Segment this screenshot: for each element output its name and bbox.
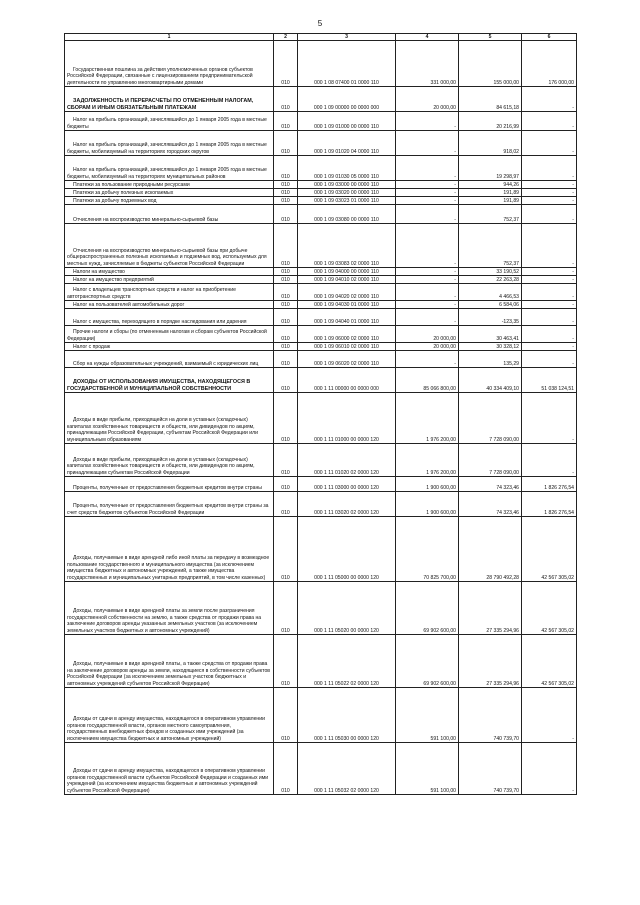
row-approved-value-cell: - [396,268,459,276]
row-line-code-cell: 010 [274,268,298,276]
row-classification-code-cell: 000 1 11 01000 00 0000 120 [298,393,396,444]
row-classification-code-cell: 000 1 09 03080 00 0000 110 [298,205,396,224]
row-unexecuted-value-cell: 42 567 305,02 [522,517,577,582]
table-row [65,276,577,284]
table-row [65,517,577,582]
row-classification-code-cell: 000 1 11 01020 02 0000 120 [298,444,396,477]
row-classification-code-cell: 000 1 09 04020 02 0000 110 [298,284,396,301]
row-name-cell: Сбор на нужды образовательных учреждений, взимаемый с юридических лиц [65,351,274,368]
row-name-cell: Доходы в виде прибыли, приходящейся на доли в уставных (складочных) капиталах хозяйственных товариществ и обществ, или дивидендов по акциям, принадлежащим субъектам Российской Федерации [65,444,274,477]
row-name-cell: Налог на прибыль организаций, зачислявшийся до 1 января 2005 года в местные бюджеты, мобилизуемый на территориях городских округов [65,131,274,156]
row-executed-value-cell: 20 216,99 [459,112,522,131]
row-approved-value-cell: - [396,301,459,309]
row-approved-value-cell: 591 100,00 [396,688,459,743]
row-name-cell: Доходы, получаемые в виде арендной либо иной платы за передачу в возмездное пользование государственного и муниципального имущества (за исключением имущества бюджетных и автономных учреждений, а также имущества государственных и муниципальных унитарных предприятий, в том числе казенных) [65,517,274,582]
row-executed-value-cell: 28 790 492,28 [459,517,522,582]
row-classification-code-cell: 000 1 11 05022 02 0000 120 [298,635,396,688]
row-unexecuted-value-cell: - [522,343,577,351]
header-col-2: 2 [274,34,298,41]
row-line-code-cell: 010 [274,284,298,301]
row-approved-value-cell: - [396,189,459,197]
row-executed-value-cell: 74 323,46 [459,477,522,492]
row-approved-value-cell: 85 066 800,00 [396,368,459,393]
table-row [65,393,577,444]
row-classification-code-cell: 000 1 11 05020 00 0000 120 [298,582,396,635]
row-unexecuted-value-cell: - [522,743,577,795]
row-line-code-cell: 010 [274,688,298,743]
row-classification-code-cell: 000 1 09 04000 00 0000 110 [298,268,396,276]
table-row [65,181,577,189]
row-executed-value-cell: 74 323,46 [459,492,522,517]
row-classification-code-cell: 000 1 09 01000 00 0000 110 [298,112,396,131]
row-classification-code-cell: 000 1 08 07400 01 0000 110 [298,41,396,87]
row-executed-value-cell: 30 463,41 [459,326,522,343]
row-executed-value-cell: -123,35 [459,309,522,326]
row-executed-value-cell: 22 263,28 [459,276,522,284]
row-name-cell: Налог с продаж [65,343,274,351]
row-line-code-cell: 010 [274,309,298,326]
row-line-code-cell: 010 [274,582,298,635]
row-approved-value-cell: 20 000,00 [396,343,459,351]
row-unexecuted-value-cell: - [522,688,577,743]
row-classification-code-cell: 000 1 09 06000 02 0000 110 [298,326,396,343]
table-row [65,41,577,87]
table-row [65,309,577,326]
row-executed-value-cell: 84 615,18 [459,87,522,112]
row-name-cell: Проценты, полученные от предоставления бюджетных кредитов внутри страны за счет средств бюджетов субъектов Российской Федерации [65,492,274,517]
row-classification-code-cell: 000 1 11 05030 00 0000 120 [298,688,396,743]
row-unexecuted-value-cell: - [522,112,577,131]
row-classification-code-cell: 000 1 09 04030 01 0000 110 [298,301,396,309]
row-name-cell: ЗАДОЛЖЕННОСТЬ И ПЕРЕРАСЧЕТЫ ПО ОТМЕНЕННЫМ НАЛОГАМ, СБОРАМ И ИНЫМ ОБЯЗАТЕЛЬНЫМ ПЛАТЕЖАМ [65,87,274,112]
row-unexecuted-value-cell: - [522,301,577,309]
row-approved-value-cell: 69 902 600,00 [396,582,459,635]
row-executed-value-cell: 752,37 [459,224,522,268]
row-executed-value-cell: 7 728 090,00 [459,444,522,477]
row-name-cell: Доходы в виде прибыли, приходящейся на доли в уставных (складочных) капиталах хозяйственных товариществ и обществ, или дивидендов по акциям, принадлежащим Российской Федерации, субъектам Российской Федерации или муниципальным образованиям [65,393,274,444]
row-approved-value-cell: - [396,112,459,131]
row-line-code-cell: 010 [274,87,298,112]
row-name-cell: Налог на прибыль организаций, зачислявшийся до 1 января 2005 года в местные бюджеты [65,112,274,131]
row-classification-code-cell: 000 1 09 03083 02 0000 110 [298,224,396,268]
row-unexecuted-value-cell: - [522,205,577,224]
row-classification-code-cell: 000 1 09 03023 01 0000 110 [298,197,396,205]
row-unexecuted-value-cell: - [522,156,577,181]
row-unexecuted-value-cell: 1 826 276,54 [522,477,577,492]
row-line-code-cell: 010 [274,635,298,688]
row-classification-code-cell: 000 1 09 06020 02 0000 110 [298,351,396,368]
table-row [65,268,577,276]
header-col-4: 4 [396,34,459,41]
row-unexecuted-value-cell: - [522,309,577,326]
row-executed-value-cell: 740 739,70 [459,743,522,795]
table-row [65,368,577,393]
table-body [65,41,577,795]
table-row [65,343,577,351]
row-approved-value-cell: 1 900 600,00 [396,477,459,492]
row-classification-code-cell: 000 1 11 05032 02 0000 120 [298,743,396,795]
row-line-code-cell: 010 [274,301,298,309]
table-row [65,156,577,181]
row-approved-value-cell: - [396,156,459,181]
row-unexecuted-value-cell: - [522,181,577,189]
row-line-code-cell: 010 [274,131,298,156]
row-line-code-cell: 010 [274,393,298,444]
row-approved-value-cell: 591 100,00 [396,743,459,795]
row-name-cell: Платежи за добычу подземных вод [65,197,274,205]
row-name-cell: Доходы от сдачи в аренду имущества, находящегося в оперативном управлении органов государственной власти, органов местного самоуправления, государственных внебюджетных фондов и созданных ими учреждений (за исключением имущества бюджетных и автономных учреждений) [65,688,274,743]
table-row [65,224,577,268]
row-unexecuted-value-cell: - [522,224,577,268]
row-approved-value-cell: - [396,205,459,224]
row-classification-code-cell: 000 1 09 06010 02 0000 110 [298,343,396,351]
row-executed-value-cell: 135,29 [459,351,522,368]
row-unexecuted-value-cell: - [522,351,577,368]
row-name-cell: Налоги на имущество [65,268,274,276]
row-approved-value-cell: - [396,276,459,284]
row-line-code-cell: 010 [274,197,298,205]
row-classification-code-cell: 000 1 09 04010 02 0000 110 [298,276,396,284]
row-approved-value-cell: 20 000,00 [396,87,459,112]
row-line-code-cell: 010 [274,41,298,87]
row-name-cell: Доходы, получаемые в виде арендной платы, а также средства от продажи права на заключение договоров аренды за земли, находящиеся в собственности субъектов Российской Федерации (за исключением земельных участков бюджетных и автономных учреждений субъектов Российской Федерации) [65,635,274,688]
row-classification-code-cell: 000 1 09 00000 00 0000 000 [298,87,396,112]
row-line-code-cell: 010 [274,743,298,795]
row-line-code-cell: 010 [274,189,298,197]
table-row [65,492,577,517]
table-row [65,582,577,635]
row-unexecuted-value-cell: 42 567 305,02 [522,582,577,635]
row-name-cell: Доходы от сдачи в аренду имущества, находящегося в оперативном управлении органов государственной власти субъектов Российской Федерации и созданных ими учреждений (за исключением имущества бюджетных и автономных учреждений субъектов Российской Федерации) [65,743,274,795]
row-approved-value-cell: - [396,181,459,189]
row-name-cell: Налог на прибыль организаций, зачислявшийся до 1 января 2005 года в местные бюджеты, мобилизуемый на территориях муниципальных районов [65,156,274,181]
row-name-cell: Доходы, получаемые в виде арендной платы за земли после разграничения государственной собственности на землю, а также средства от продажи права на заключение договоров аренды указанных земельных участков (за исключением земельных участков бюджетных и автономных учреждений) [65,582,274,635]
table-row [65,205,577,224]
table-row [65,351,577,368]
row-name-cell: Налог на имущество предприятий [65,276,274,284]
row-executed-value-cell: 918,02 [459,131,522,156]
table-row [65,189,577,197]
row-unexecuted-value-cell: - [522,189,577,197]
row-executed-value-cell: 752,37 [459,205,522,224]
table-row [65,284,577,301]
row-approved-value-cell: - [396,351,459,368]
row-unexecuted-value-cell: 51 038 124,51 [522,368,577,393]
row-line-code-cell: 010 [274,343,298,351]
row-line-code-cell: 010 [274,156,298,181]
row-executed-value-cell: 40 334 409,10 [459,368,522,393]
row-unexecuted-value-cell: 42 567 305,02 [522,635,577,688]
row-name-cell: Проценты, полученные от предоставления бюджетных кредитов внутри страны [65,477,274,492]
row-name-cell: Отчисления на воспроизводство минерально-сырьевой базы при добыче общераспространенных полезных ископаемых и подземных вод, используемых для местных нужд, зачисляемые в бюджеты субъектов Российской Федерации [65,224,274,268]
row-name-cell: Платежи за пользование природными ресурсами [65,181,274,189]
header-row [65,34,577,41]
row-unexecuted-value-cell: - [522,284,577,301]
row-line-code-cell: 010 [274,492,298,517]
table-row [65,301,577,309]
row-unexecuted-value-cell: - [522,131,577,156]
row-classification-code-cell: 000 1 11 05000 00 0000 120 [298,517,396,582]
row-line-code-cell: 010 [274,368,298,393]
row-unexecuted-value-cell: - [522,268,577,276]
row-executed-value-cell: 7 728 090,00 [459,393,522,444]
page-number: 5 [317,19,323,28]
row-executed-value-cell: 740 739,70 [459,688,522,743]
row-name-cell: Платежи за добычу полезных ископаемых [65,189,274,197]
row-line-code-cell: 010 [274,276,298,284]
table-row [65,326,577,343]
row-line-code-cell: 010 [274,205,298,224]
row-approved-value-cell: 20 000,00 [396,326,459,343]
row-line-code-cell: 010 [274,477,298,492]
row-approved-value-cell: 1 900 600,00 [396,492,459,517]
row-approved-value-cell: 331 000,00 [396,41,459,87]
row-unexecuted-value-cell: - [522,276,577,284]
row-name-cell: Налог с имущества, переходящего в порядке наследования или дарения [65,309,274,326]
table-row [65,131,577,156]
row-executed-value-cell: 27 335 294,96 [459,582,522,635]
row-unexecuted-value-cell: - [522,393,577,444]
table-row [65,635,577,688]
revenue-report-table [64,33,577,795]
row-approved-value-cell: 69 902 600,00 [396,635,459,688]
row-unexecuted-value-cell: 176 000,00 [522,41,577,87]
row-name-cell: Государственная пошлина за действия уполномоченных органов субъектов Российской Федерации, связанные с лицензированием предпринимательской деятельности по управлению многоквартирными домами [65,41,274,87]
row-executed-value-cell: 191,89 [459,189,522,197]
row-line-code-cell: 010 [274,444,298,477]
row-line-code-cell: 010 [274,112,298,131]
row-line-code-cell: 010 [274,181,298,189]
row-classification-code-cell: 000 1 11 00000 00 0000 000 [298,368,396,393]
row-classification-code-cell: 000 1 09 03000 00 0000 110 [298,181,396,189]
row-unexecuted-value-cell: - [522,197,577,205]
row-executed-value-cell: 27 335 294,96 [459,635,522,688]
row-executed-value-cell: 6 584,06 [459,301,522,309]
row-line-code-cell: 010 [274,517,298,582]
row-classification-code-cell: 000 1 09 03020 00 0000 110 [298,189,396,197]
row-name-cell: Отчисления на воспроизводство минерально-сырьевой базы [65,205,274,224]
row-classification-code-cell: 000 1 09 01020 04 0000 110 [298,131,396,156]
row-approved-value-cell: 1 976 200,00 [396,444,459,477]
table-row [65,477,577,492]
row-classification-code-cell: 000 1 09 01030 05 0000 110 [298,156,396,181]
row-name-cell: Налог на пользователей автомобильных дорог [65,301,274,309]
header-col-3: 3 [298,34,396,41]
table-row [65,444,577,477]
row-name-cell: ДОХОДЫ ОТ ИСПОЛЬЗОВАНИЯ ИМУЩЕСТВА, НАХОДЯЩЕГОСЯ В ГОСУДАРСТВЕННОЙ И МУНИЦИПАЛЬНОЙ СОБСТВЕННОСТИ [65,368,274,393]
header-col-1: 1 [65,34,274,41]
header-col-5: 5 [459,34,522,41]
row-unexecuted-value-cell: 1 826 276,54 [522,492,577,517]
row-approved-value-cell: 70 825 700,00 [396,517,459,582]
row-executed-value-cell: 4 466,53 [459,284,522,301]
row-line-code-cell: 010 [274,351,298,368]
row-unexecuted-value-cell: - [522,444,577,477]
row-approved-value-cell: - [396,284,459,301]
row-unexecuted-value-cell: - [522,87,577,112]
header-col-6: 6 [522,34,577,41]
row-line-code-cell: 010 [274,224,298,268]
row-classification-code-cell: 000 1 11 03020 02 0000 120 [298,492,396,517]
row-executed-value-cell: 155 000,00 [459,41,522,87]
row-executed-value-cell: 30 328,12 [459,343,522,351]
table-row [65,87,577,112]
table-row [65,743,577,795]
row-approved-value-cell: - [396,131,459,156]
row-approved-value-cell: 1 976 200,00 [396,393,459,444]
row-classification-code-cell: 000 1 11 03000 00 0000 120 [298,477,396,492]
row-executed-value-cell: 944,26 [459,181,522,189]
row-approved-value-cell: - [396,309,459,326]
row-executed-value-cell: 33 190,52 [459,268,522,276]
row-name-cell: Налог с владельцев транспортных средств и налог на приобретение автотранспортных средств [65,284,274,301]
table-row [65,688,577,743]
row-approved-value-cell: - [396,224,459,268]
row-approved-value-cell: - [396,197,459,205]
row-executed-value-cell: 191,89 [459,197,522,205]
row-unexecuted-value-cell: - [522,326,577,343]
table-row [65,197,577,205]
row-executed-value-cell: 19 298,97 [459,156,522,181]
row-classification-code-cell: 000 1 09 04040 01 0000 110 [298,309,396,326]
row-line-code-cell: 010 [274,326,298,343]
table-row [65,112,577,131]
row-name-cell: Прочие налоги и сборы (по отмененным налогам и сборам субъектов Российской Федерации) [65,326,274,343]
